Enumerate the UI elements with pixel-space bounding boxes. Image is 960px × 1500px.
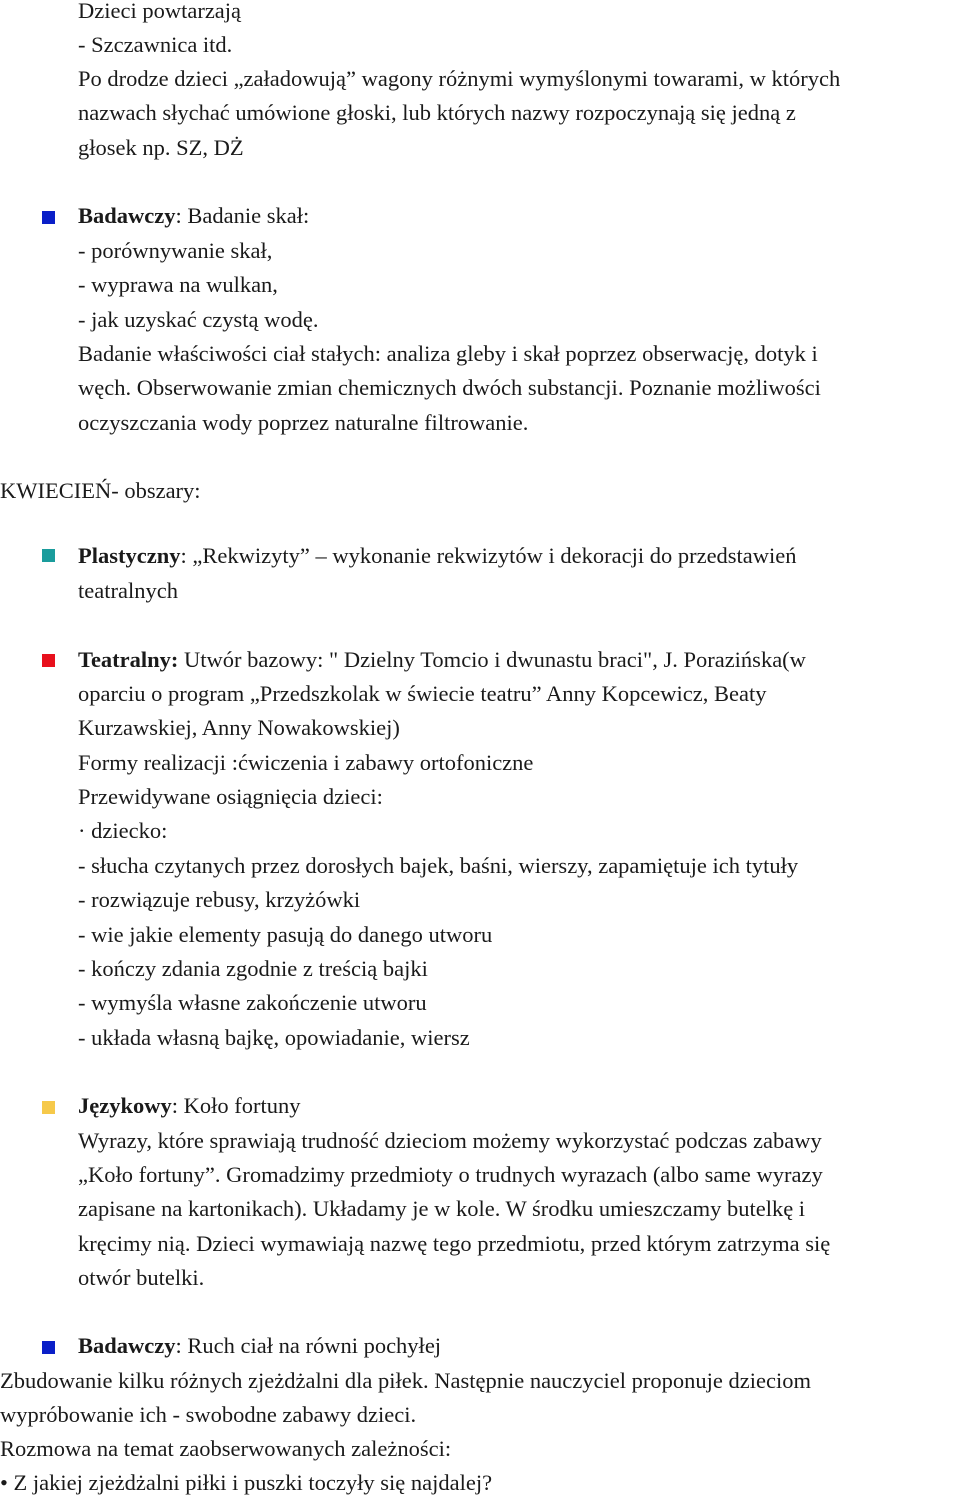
month-heading: KWIECIEŃ- obszary: — [0, 478, 201, 503]
section-label: Językowy — [78, 1093, 172, 1118]
section-label: Badawczy — [78, 203, 176, 228]
plastyczny-line-1: teatralnych — [78, 578, 178, 603]
section-title: Utwór bazowy: " Dzielny Tomcio i dwunastu braci", J. Porazińska(w — [178, 647, 806, 672]
teatralny-line-4: Przewidywane osiągnięcia dzieci: — [78, 784, 383, 809]
intro-line-1: Dzieci powtarzają — [78, 0, 242, 23]
badawczy-line-3: - jak uzyskać czystą wodę. — [78, 307, 319, 332]
jezykowy-line-5: otwór butelki. — [78, 1265, 205, 1290]
badawczy-heading — [78, 201, 309, 231]
badawczy-line-2: - wyprawa na wulkan, — [78, 272, 278, 297]
teatralny-line-10: - wymyśla własne zakończenie utworu — [78, 990, 427, 1015]
badawczy2-line-4: • Z jakiej zjeżdżalni piłki i puszki toczyły się najdalej? — [0, 1470, 493, 1495]
badawczy-line-5: węch. Obserwowanie zmian chemicznych dwóch substancji. Poznanie możliwości — [78, 375, 821, 400]
intro-line-3: Po drodze dzieci „załadowują” wagony różnymi wymyślonymi towarami, w których — [78, 66, 841, 91]
jezykowy-line-2: „Koło fortuny”. Gromadzimy przedmioty o trudnych wyrazach (albo same wyrazy — [78, 1162, 823, 1187]
section-title: : Badanie skał: — [175, 203, 310, 228]
intro-line-5: głosek np. SZ, DŻ — [78, 135, 244, 160]
teatralny-line-5: · dziecko: — [78, 818, 168, 843]
jezykowy-line-4: kręcimy nią. Dzieci wymawiają nazwę tego przedmiotu, przed którym zatrzyma się — [78, 1231, 831, 1256]
section-label: Teatralny: — [78, 647, 179, 672]
section-title: : Koło fortuny — [171, 1093, 301, 1118]
badawczy2-heading — [78, 1331, 441, 1361]
teatralny-line-11: - układa własną bajkę, opowiadanie, wiersz — [78, 1025, 470, 1050]
square-bullet-blue-icon — [42, 1341, 55, 1354]
intro-line-4: nazwach słychać umówione głoski, lub których nazwy rozpoczynają się jedną z — [78, 100, 796, 125]
teatralny-line-1: oparciu o program „Przedszkolak w świecie teatru” Anny Kopcewicz, Beaty — [78, 681, 767, 706]
section-label: Plastyczny — [78, 543, 181, 568]
jezykowy-heading — [78, 1091, 301, 1121]
badawczy-line-4: Badanie właściwości ciał stałych: analiza gleby i skał poprzez obserwację, dotyk i — [78, 341, 818, 366]
teatralny-line-6: - słucha czytanych przez dorosłych bajek, baśni, wierszy, zapamiętuje ich tytuły — [78, 853, 799, 878]
teatralny-line-2: Kurzawskiej, Anny Nowakowskiej) — [78, 715, 400, 740]
teatralny-line-9: - kończy zdania zgodnie z treścią bajki — [78, 956, 428, 981]
badawczy2-line-2: wypróbowanie ich - swobodne zabawy dzieci. — [0, 1402, 417, 1427]
square-bullet-yellow-icon — [42, 1101, 55, 1114]
teatralny-line-8: - wie jakie elementy pasują do danego utworu — [78, 922, 493, 947]
teatralny-line-3: Formy realizacji :ćwiczenia i zabawy ortofoniczne — [78, 750, 534, 775]
plastyczny-heading — [78, 541, 797, 571]
section-title: : Ruch ciał na równi pochyłej — [175, 1333, 442, 1358]
jezykowy-line-3: zapisane na kartonikach). Układamy je w kole. W środku umieszczamy butelkę i — [78, 1196, 806, 1221]
intro-line-2: - Szczawnica itd. — [78, 32, 233, 57]
section-label: Badawczy — [78, 1333, 176, 1358]
square-bullet-red-icon — [42, 654, 55, 667]
section-title: : „Rekwizyty” – wykonanie rekwizytów i dekoracji do przedstawień — [180, 543, 797, 568]
jezykowy-line-1: Wyrazy, które sprawiają trudność dzieciom możemy wykorzystać podczas zabawy — [78, 1128, 822, 1153]
teatralny-heading — [78, 645, 806, 675]
square-bullet-teal-icon — [42, 549, 55, 562]
teatralny-line-7: - rozwiązuje rebusy, krzyżówki — [78, 887, 361, 912]
square-bullet-blue-icon — [42, 211, 55, 224]
badawczy-line-1: - porównywanie skał, — [78, 238, 273, 263]
badawczy-line-6: oczyszczania wody poprzez naturalne filtrowanie. — [78, 410, 529, 435]
badawczy2-line-1: Zbudowanie kilku różnych zjeżdżalni dla piłek. Następnie nauczyciel proponuje dzieciom — [0, 1368, 811, 1393]
badawczy2-line-3: Rozmowa na temat zaobserwowanych zależności: — [0, 1436, 452, 1461]
